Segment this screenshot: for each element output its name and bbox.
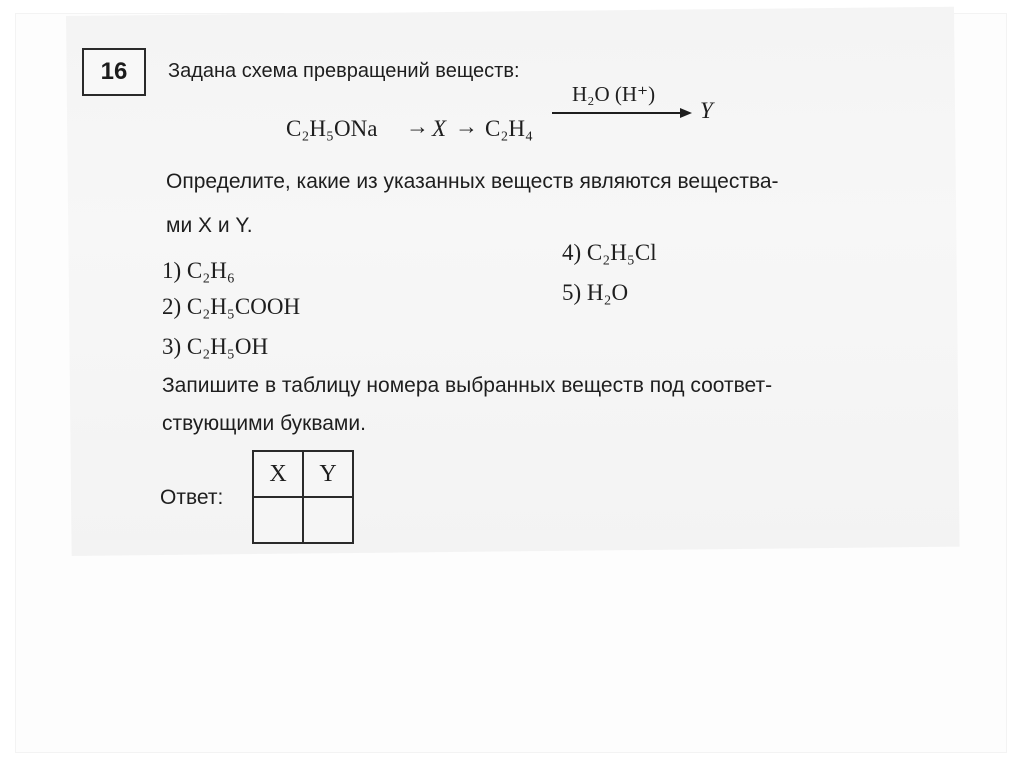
option-5: 5) H₂O [562, 280, 629, 305]
option-3: 3) C₂H₅OH [162, 334, 269, 359]
scheme-arrow-1: → [406, 114, 429, 139]
answer-table-input-row [253, 497, 353, 543]
task-number: 16 [100, 58, 128, 85]
scheme-reagent: H₂O (H⁺) [572, 82, 656, 106]
answer-table [252, 450, 354, 544]
answer-cell-x[interactable] [253, 497, 303, 543]
answer-table-header-row [253, 451, 353, 497]
task-number-box [82, 48, 146, 96]
option-4: 4) C₂H₅Cl [562, 240, 657, 265]
scheme-x: X [432, 116, 447, 141]
question-line-1: Определите, какие из указанных веществ являются вещества- [166, 170, 779, 193]
scheme-start: C₂H₅ONa [286, 116, 378, 141]
instruction-line-1: Запишите в таблицу номера выбранных веществ под соответ- [162, 374, 773, 397]
scheme-y: Y [700, 98, 713, 123]
answer-cell-y[interactable] [303, 497, 353, 543]
option-1: 1) C₂H₆ [162, 258, 235, 283]
task-intro: Задана схема превращений веществ: [168, 60, 520, 82]
option-2: 2) C₂H₅COOH [162, 294, 301, 319]
scheme-arrow-2: → [455, 114, 478, 139]
question-line-2: ми X и Y. [166, 214, 253, 237]
long-arrow-icon [552, 107, 692, 119]
answer-header-x: X [253, 451, 303, 497]
scheme-mid: C₂H₄ [485, 116, 533, 141]
answer-label: Ответ: [160, 486, 224, 509]
answer-header-y: Y [303, 451, 353, 497]
instruction-line-2: ствующими буквами. [162, 412, 366, 435]
